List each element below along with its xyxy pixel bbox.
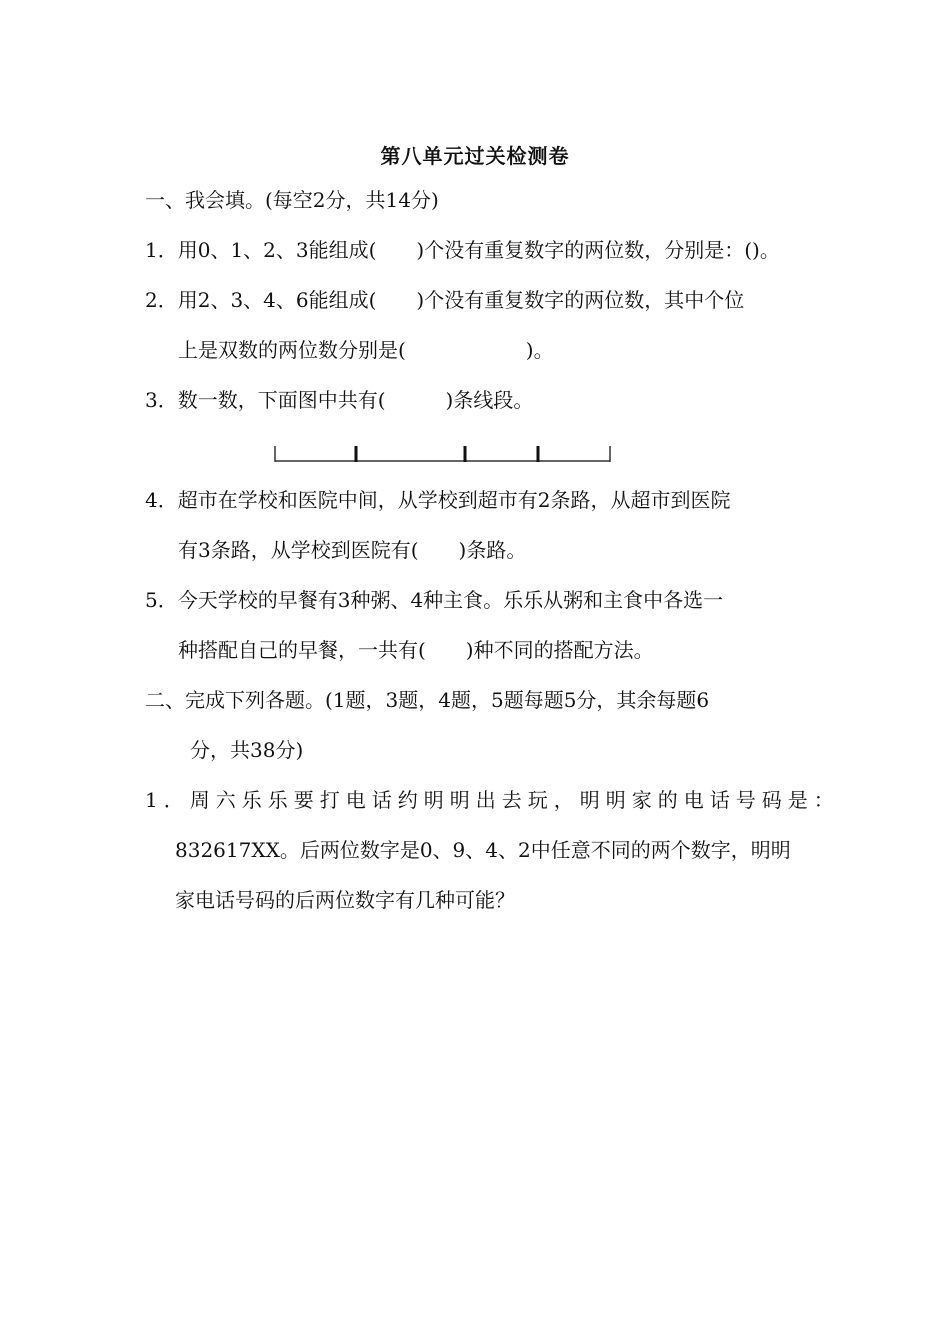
question-2-1-line3: 家电话号码的后两位数字有几种可能？ bbox=[175, 888, 515, 912]
question-1-5-line2: 种搭配自己的早餐，一共有( )种不同的搭配方法。 bbox=[178, 638, 654, 662]
page-title: 第八单元过关检测卷 bbox=[380, 144, 570, 168]
question-1-4-line2: 有3条路，从学校到医院有( )条路。 bbox=[178, 538, 527, 562]
question-1-1: 1．用0、1、2、3能组成( )个没有重复数字的两位数，分别是：()。 bbox=[145, 238, 780, 262]
section1-heading: 一、我会填。(每空2分，共14分) bbox=[145, 188, 439, 212]
line-segment-svg bbox=[270, 440, 615, 468]
question-1-5-line1: 5．今天学校的早餐有3种粥、4种主食。乐乐从粥和主食中各选一 bbox=[145, 588, 724, 612]
question-2-1-line1: 1．周六乐乐要打电话约明明出去玩，明明家的电话号码是： bbox=[145, 788, 840, 812]
question-1-4-line1: 4．超市在学校和医院中间，从学校到超市有2条路，从超市到医院 bbox=[145, 488, 731, 512]
section2-heading-line1: 二、完成下列各题。(1题，3题，4题，5题每题5分，其余每题6 bbox=[145, 688, 710, 712]
question-1-2-line1: 2．用2、3、4、6能组成( )个没有重复数字的两位数，其中个位 bbox=[145, 288, 745, 312]
question-2-1-line2: 832617XX。后两位数字是0、9、4、2中任意不同的两个数字，明明 bbox=[175, 838, 791, 862]
line-segment-figure bbox=[270, 440, 615, 468]
question-1-2-line2: 上是双数的两位数分别是( )。 bbox=[178, 338, 554, 362]
question-1-3: 3．数一数，下面图中共有( )条线段。 bbox=[145, 388, 534, 412]
section2-heading-line2: 分，共38分) bbox=[190, 738, 304, 762]
